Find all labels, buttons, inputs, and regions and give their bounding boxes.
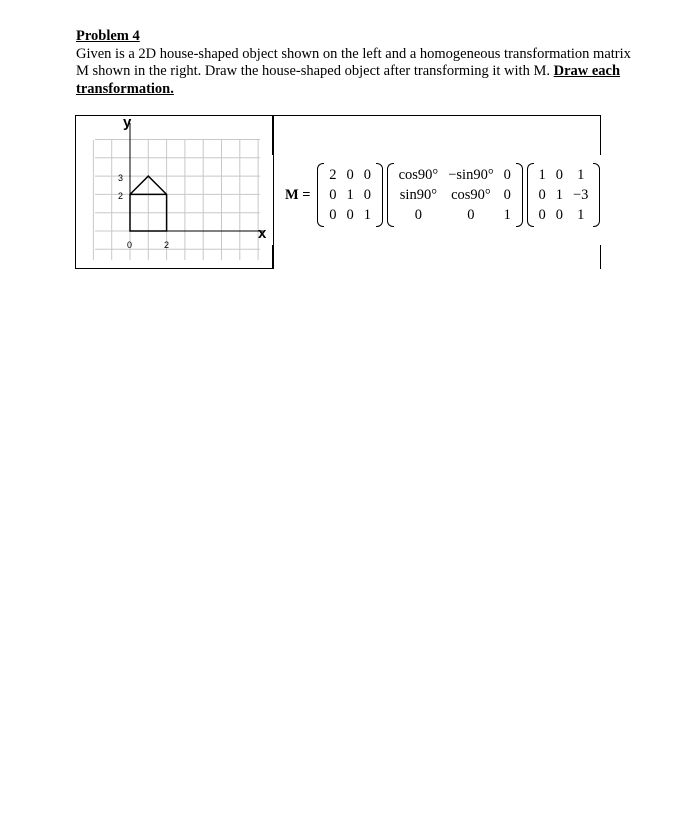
- matrix-cell: −3: [573, 186, 589, 203]
- matrix-cell: sin90°: [399, 186, 438, 203]
- table-border: [600, 245, 601, 269]
- matrix-cell: 0: [329, 186, 337, 203]
- transformation-matrix: [285, 163, 600, 227]
- y-tick-label: 3: [118, 173, 124, 183]
- matrix-cell: 1: [555, 186, 563, 203]
- house-graph: [75, 115, 273, 269]
- matrix-cell: 0: [467, 206, 475, 223]
- matrix-cell: 0: [538, 186, 546, 203]
- problem-emphasis: Draw each transformation.: [76, 63, 621, 97]
- x-axis-label: x: [258, 225, 267, 242]
- matrix-cell: 0: [329, 206, 337, 223]
- problem-title: Problem 4: [76, 28, 140, 44]
- matrix-cell: −sin90°: [448, 166, 494, 183]
- matrix-cell: 0: [503, 186, 511, 203]
- matrix-cell: 1: [363, 206, 371, 223]
- matrix-cell: 0: [363, 166, 371, 183]
- matrix-cell: 0: [555, 206, 563, 223]
- matrix-cell: 1: [503, 206, 511, 223]
- matrix-cell: 1: [577, 166, 585, 183]
- y-tick-label: 2: [118, 191, 124, 201]
- x-tick-label: 2: [164, 240, 170, 250]
- matrix-cell: 1: [538, 166, 546, 183]
- matrix-cell: 0: [346, 166, 354, 183]
- matrix-cell: 1: [346, 186, 354, 203]
- problem-statement: [76, 28, 636, 98]
- matrix-cell: 2: [329, 166, 337, 183]
- matrix-cell: 0: [538, 206, 546, 223]
- problem-text: Given is a 2D house-shaped object shown on the left and a homogeneous transformation matrix M shown in the right. Draw the house-shaped object after transforming it with M.: [76, 45, 631, 79]
- translation-matrix: [527, 163, 601, 227]
- matrix-cell: 0: [363, 186, 371, 203]
- table-border: [273, 115, 601, 116]
- matrix-label: M =: [285, 186, 311, 203]
- matrix-cell: 0: [503, 166, 511, 183]
- matrix-cell: cos90°: [398, 166, 439, 183]
- matrix-cell: 0: [414, 206, 423, 223]
- matrix-cell: 0: [555, 166, 563, 183]
- rotation-matrix: [387, 163, 523, 227]
- table-border: [600, 115, 601, 155]
- x-tick-label: 0: [127, 240, 133, 250]
- matrix-cell: 1: [577, 206, 585, 223]
- matrix-cell: cos90°: [451, 186, 491, 203]
- matrix-cell: 0: [346, 206, 354, 223]
- scale-matrix: [317, 163, 383, 227]
- y-axis-label: y: [123, 115, 132, 131]
